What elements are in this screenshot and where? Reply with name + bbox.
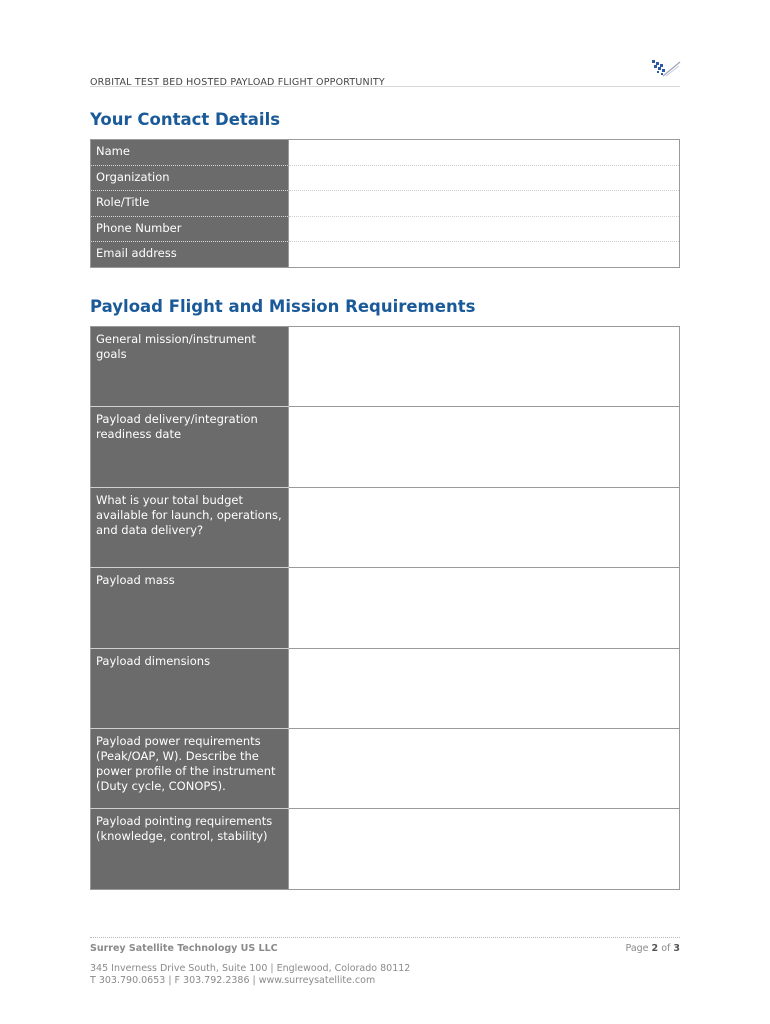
table-row — [91, 407, 680, 487]
email-address-label: Email address — [91, 242, 289, 268]
phone-number-label: Phone Number — [91, 216, 289, 242]
table-row — [91, 242, 680, 268]
page-mid: of — [658, 943, 674, 954]
page-current: 2 — [651, 943, 659, 954]
footer-divider — [90, 937, 680, 938]
satellite-logo-icon — [648, 56, 682, 82]
footer-company: Surrey Satellite Technology US LLC — [90, 943, 278, 954]
name-field[interactable] — [289, 140, 680, 166]
table-row — [91, 165, 680, 191]
payload-mass-field[interactable] — [289, 568, 680, 648]
payload-requirements-heading: Payload Flight and Mission Requirements — [90, 297, 476, 316]
contact-details-heading: Your Contact Details — [90, 110, 281, 129]
power-requirements-field[interactable] — [289, 728, 680, 808]
readiness-date-label: Payload delivery/integration readiness date — [91, 407, 289, 487]
name-label: Name — [91, 140, 289, 166]
table-row — [91, 327, 680, 407]
header-title: ORBITAL TEST BED HOSTED PAYLOAD FLIGHT OPPORTUNITY — [90, 77, 385, 88]
table-row — [91, 216, 680, 242]
power-requirements-label: Payload power requirements (Peak/OAP, W). Describe the power profile of the instrument (Duty cycle, CONOPS). — [91, 728, 289, 808]
payload-dimensions-label: Payload dimensions — [91, 648, 289, 728]
footer-address-line: 345 Inverness Drive South, Suite 100 | Englewood, Colorado 80112 — [90, 963, 411, 974]
payload-mass-label: Payload mass — [91, 568, 289, 648]
organization-field[interactable] — [289, 165, 680, 191]
table-row — [91, 809, 680, 889]
table-row — [91, 487, 680, 567]
organization-label: Organization — [91, 165, 289, 191]
footer-address — [90, 963, 410, 987]
readiness-date-field[interactable] — [289, 407, 680, 487]
table-row — [91, 568, 680, 648]
page-prefix: Page — [625, 943, 652, 954]
budget-label: What is your total budget available for launch, operations, and data delivery? — [91, 487, 289, 567]
budget-field[interactable] — [289, 487, 680, 567]
email-address-field[interactable] — [289, 242, 680, 268]
phone-number-field[interactable] — [289, 216, 680, 242]
mission-goals-label: General mission/instrument goals — [91, 327, 289, 407]
pointing-requirements-label: Payload pointing requirements (knowledge, control, stability) — [91, 809, 289, 889]
table-row — [91, 191, 680, 217]
header-divider — [90, 86, 680, 87]
page-total: 3 — [673, 943, 680, 954]
contact-details-table — [90, 139, 680, 268]
role-title-field[interactable] — [289, 191, 680, 217]
page-number — [626, 943, 680, 954]
footer-contact-line: T 303.790.0653 | F 303.792.2386 | www.surreysatellite.com — [90, 975, 376, 986]
table-row — [91, 648, 680, 728]
payload-dimensions-field[interactable] — [289, 648, 680, 728]
pointing-requirements-field[interactable] — [289, 809, 680, 889]
mission-goals-field[interactable] — [289, 327, 680, 407]
role-title-label: Role/Title — [91, 191, 289, 217]
payload-requirements-table — [90, 326, 680, 890]
table-row — [91, 728, 680, 808]
table-row — [91, 140, 680, 166]
